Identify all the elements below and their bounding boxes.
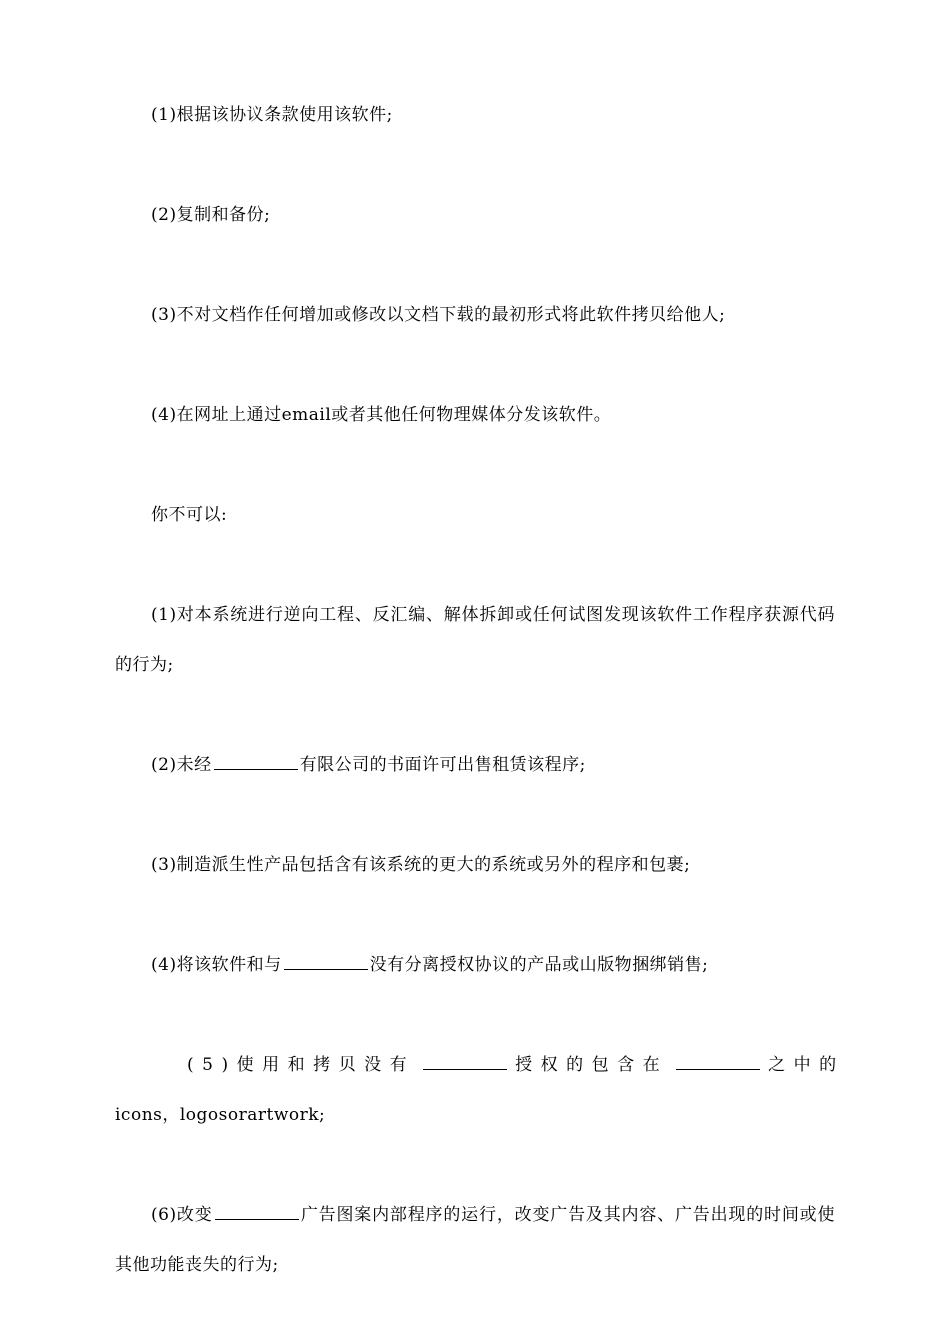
allowed-item-1: (1)根据该协议条款使用该软件; [151,105,393,125]
prohibited-item-4-text-after: 没有分离授权协议的产品或山版物捆绑销售; [369,955,709,975]
allowed-item-3: (3)不对文档作任何增加或修改以文档下载的最初形式将此软件拷贝给他人; [151,305,726,325]
prohibited-item-4 [115,940,835,990]
prohibited-item-3: (3)制造派生性产品包括含有该系统的更大的系统或另外的程序和包裹; [151,855,691,875]
prohibited-item-5-line-1 [115,1040,845,1090]
allowed-item-4: (4)在网址上通过email或者其他任何物理媒体分发该软件。 [151,405,612,425]
advertiser-blank [215,1205,299,1220]
prohibited-item-6-text-before: (6)改变 [151,1205,213,1225]
authorizer-blank [423,1055,507,1070]
company-name-blank [214,755,298,770]
prohibited-item-5-line-2: icons，logosorartwork; [115,1105,326,1125]
prohibited-item-6 [115,1190,835,1290]
party-name-blank [284,955,368,970]
prohibited-item-5-part-1: (5)使用和拷贝没有 [187,1055,416,1075]
allowed-item-2: (2)复制和备份; [151,205,271,225]
prohibited-heading: 你不可以: [151,505,228,525]
prohibited-item-1: (1)对本系统进行逆向工程、反汇编、解体拆卸或任何试图发现该软件工作程序获源代码的行为; [115,605,835,675]
prohibited-item-5-part-3: 之中的 [768,1055,845,1075]
prohibited-item-2 [115,740,835,790]
container-blank [676,1055,760,1070]
prohibited-item-2-text-after: 有限公司的书面许可出售租赁该程序; [299,755,586,775]
prohibited-item-4-text-before: (4)将该软件和与 [151,955,282,975]
prohibited-item-5-part-2: 授权的包含在 [515,1055,669,1075]
prohibited-item-2-text-before: (2)未经 [151,755,212,775]
prohibited-item-6-text-after: 广告图案内部程序的运行，改变广告及其内容、广告出现的时间或使其他功能丧失的行为; [115,1205,835,1275]
